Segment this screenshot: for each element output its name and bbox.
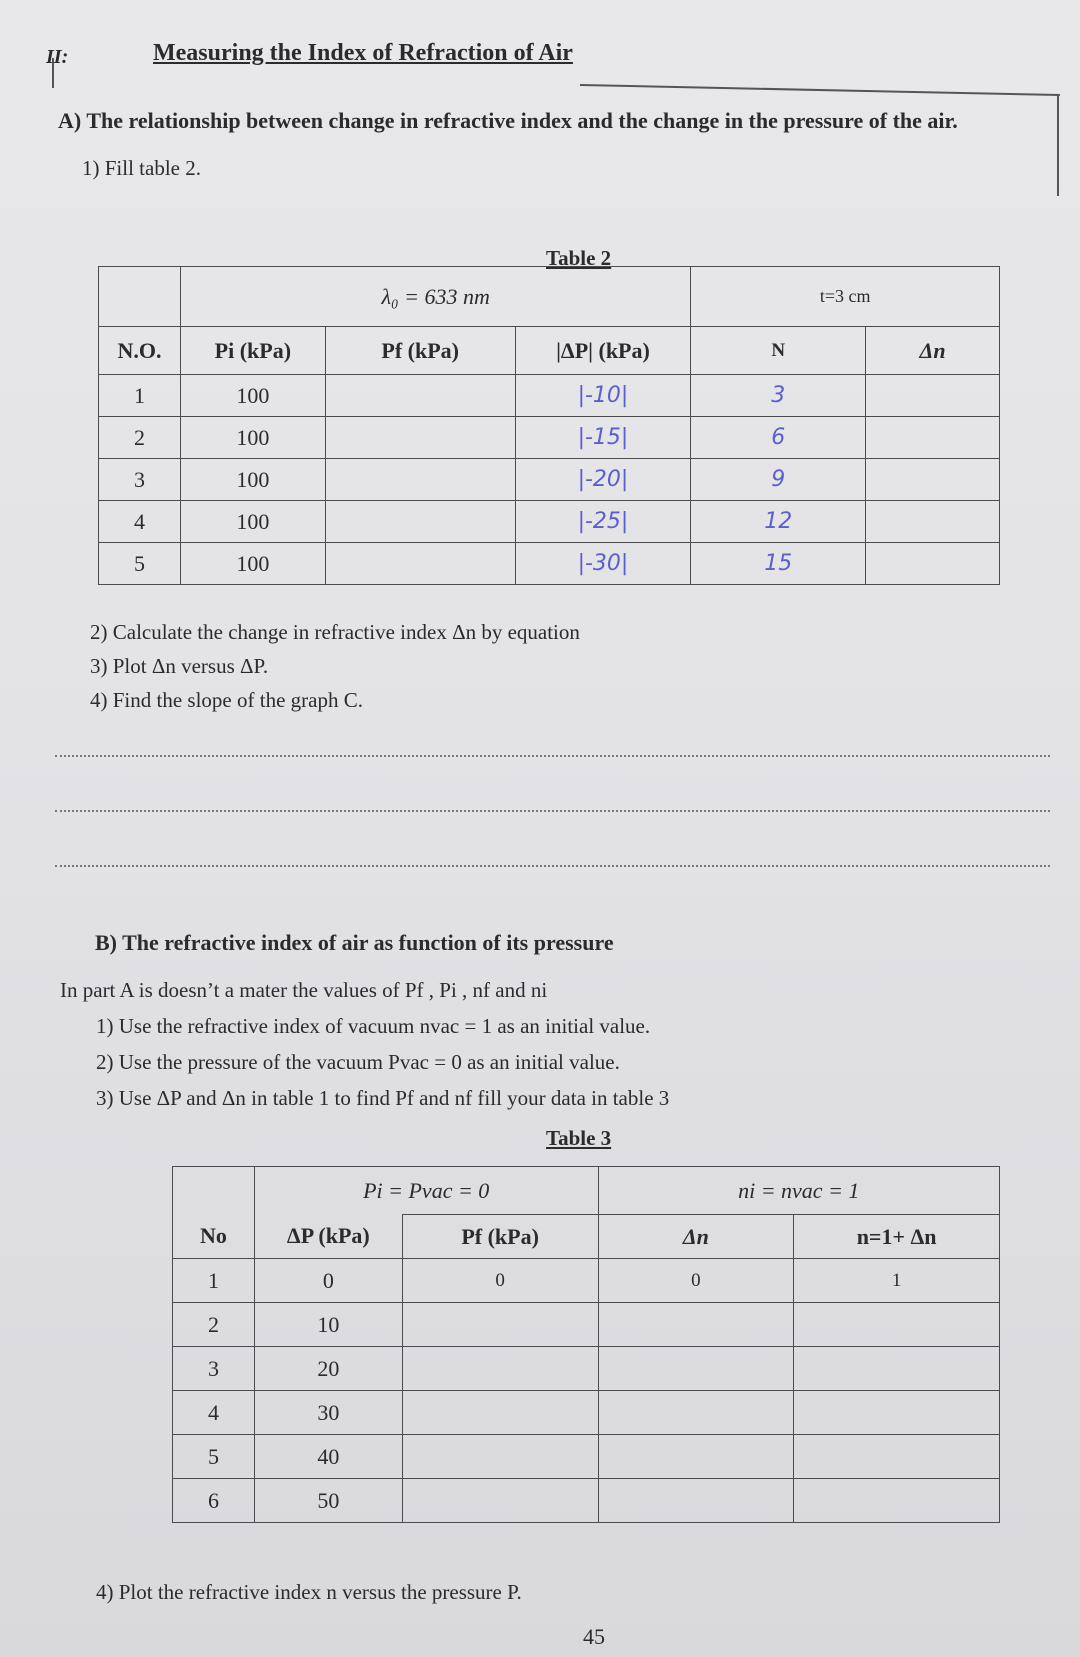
part-b-step-1: 1) Use the refractive index of vacuum nvac = 1 as an initial value.	[96, 1014, 651, 1038]
cell-pf-blank[interactable]	[402, 1479, 598, 1523]
table-row	[99, 375, 1000, 417]
cell-delta-n-blank[interactable]	[598, 1391, 794, 1435]
cell-pf-blank[interactable]	[402, 1435, 598, 1479]
cell-delta-p: 30	[254, 1391, 402, 1435]
cell-no: 4	[173, 1391, 255, 1435]
header-delta-n: Δn	[866, 327, 1000, 375]
cell-n: 3	[691, 375, 866, 417]
part-b-step-2: 2) Use the pressure of the vacuum Pvac = 0 as an initial value.	[96, 1050, 620, 1074]
cell-pi: 100	[180, 543, 325, 585]
table-3-blank-corner	[173, 1167, 255, 1215]
cell-no: 1	[99, 375, 181, 417]
thickness-label: t=3 cm	[691, 267, 1000, 327]
header-n: n=1+ Δn	[794, 1215, 1000, 1259]
cell-n-blank[interactable]	[794, 1347, 1000, 1391]
table-2	[98, 266, 1000, 585]
cell-delta-n-blank[interactable]	[866, 543, 1000, 585]
cell-delta-n: 0	[598, 1259, 794, 1303]
cell-delta-p: 50	[254, 1479, 402, 1523]
cell-delta-n-blank[interactable]	[866, 501, 1000, 543]
cell-delta-n-blank[interactable]	[598, 1347, 794, 1391]
cell-n: 15	[691, 543, 866, 585]
cell-pf-blank[interactable]	[325, 417, 515, 459]
cell-delta-p: |-25|	[515, 501, 691, 543]
table-row	[173, 1347, 1000, 1391]
cell-no: 2	[99, 417, 181, 459]
cell-delta-p: 10	[254, 1303, 402, 1347]
cell-delta-p: |-20|	[515, 459, 691, 501]
cell-n-blank[interactable]	[794, 1435, 1000, 1479]
table-3	[172, 1166, 1000, 1523]
cell-delta-n-blank[interactable]	[598, 1303, 794, 1347]
initial-pressure-label: Pi = Pvac = 0	[254, 1167, 598, 1215]
initial-index-label: ni = nvac = 1	[598, 1167, 999, 1215]
table-row	[99, 459, 1000, 501]
cell-no: 1	[173, 1259, 255, 1303]
table-row	[173, 1259, 1000, 1303]
cell-n: 6	[691, 417, 866, 459]
header-pf: Pf (kPa)	[325, 327, 515, 375]
cell-pf-blank[interactable]	[325, 543, 515, 585]
page-title: Measuring the Index of Refraction of Air	[153, 40, 573, 66]
cell-pf: 0	[402, 1259, 598, 1303]
cell-pi: 100	[180, 375, 325, 417]
section-number: II:	[46, 46, 69, 68]
header-delta-p: ΔP (kPa)	[254, 1215, 402, 1259]
answer-line[interactable]	[55, 810, 1050, 812]
table-2-caption: Table 2	[546, 246, 612, 270]
cell-delta-n-blank[interactable]	[866, 375, 1000, 417]
cell-no: 5	[173, 1435, 255, 1479]
header-no: N.O.	[99, 327, 181, 375]
table-row	[173, 1303, 1000, 1347]
header-pf: Pf (kPa)	[402, 1215, 598, 1259]
cell-delta-n-blank[interactable]	[866, 417, 1000, 459]
cell-no: 3	[99, 459, 181, 501]
cell-n-blank[interactable]	[794, 1303, 1000, 1347]
header-no: No	[173, 1215, 255, 1259]
table-row	[173, 1391, 1000, 1435]
wavelength-label: λ₀ = 633 nm	[180, 267, 690, 327]
cell-delta-p: 0	[254, 1259, 402, 1303]
page-number: 45	[583, 1624, 605, 1649]
table-3-caption: Table 3	[546, 1126, 612, 1150]
cell-delta-n-blank[interactable]	[598, 1479, 794, 1523]
cell-no: 5	[99, 543, 181, 585]
answer-line[interactable]	[55, 865, 1050, 867]
cell-no: 2	[173, 1303, 255, 1347]
part-a-step-3: 3) Plot Δn versus ΔP.	[90, 654, 269, 678]
part-b-step-4: 4) Plot the refractive index n versus the pressure P.	[96, 1580, 522, 1604]
cell-pf-blank[interactable]	[325, 501, 515, 543]
part-a-step-2: 2) Calculate the change in refractive index Δn by equation	[90, 620, 580, 644]
cell-delta-p: 40	[254, 1435, 402, 1479]
table-row	[173, 1435, 1000, 1479]
cell-no: 4	[99, 501, 181, 543]
cell-delta-p: 20	[254, 1347, 402, 1391]
part-a-step-4: 4) Find the slope of the graph C.	[90, 688, 363, 712]
cell-delta-n-blank[interactable]	[598, 1435, 794, 1479]
table-row	[173, 1479, 1000, 1523]
cell-n: 12	[691, 501, 866, 543]
header-n-fringes: N	[691, 327, 866, 375]
part-b-heading: B) The refractive index of air as function of its pressure	[95, 930, 614, 955]
cell-no: 3	[173, 1347, 255, 1391]
cell-pi: 100	[180, 417, 325, 459]
cell-delta-p: |-30|	[515, 543, 691, 585]
cell-pf-blank[interactable]	[325, 375, 515, 417]
cell-delta-p: |-15|	[515, 417, 691, 459]
cell-n: 1	[794, 1259, 1000, 1303]
table-row	[99, 417, 1000, 459]
cell-n-blank[interactable]	[794, 1391, 1000, 1435]
cell-delta-n-blank[interactable]	[866, 459, 1000, 501]
part-a-step-1: 1) Fill table 2.	[82, 156, 201, 180]
header-pi: Pi (kPa)	[180, 327, 325, 375]
part-a-heading: A) The relationship between change in refractive index and the change in the pressure of the air.	[58, 108, 958, 133]
cell-n-blank[interactable]	[794, 1479, 1000, 1523]
part-b-intro: In part A is doesn’t a mater the values of Pf , Pi , nf and ni	[60, 978, 548, 1002]
cell-pf-blank[interactable]	[402, 1391, 598, 1435]
cell-pf-blank[interactable]	[325, 459, 515, 501]
cell-pf-blank[interactable]	[402, 1347, 598, 1391]
table-row	[99, 543, 1000, 585]
cell-pi: 100	[180, 459, 325, 501]
cell-pf-blank[interactable]	[402, 1303, 598, 1347]
cell-n: 9	[691, 459, 866, 501]
table-2-blank-corner	[99, 267, 181, 327]
cell-delta-p: |-10|	[515, 375, 691, 417]
header-delta-n: Δn	[598, 1215, 794, 1259]
cell-pi: 100	[180, 501, 325, 543]
part-b-step-3: 3) Use ΔP and Δn in table 1 to find Pf and nf fill your data in table 3	[96, 1086, 670, 1110]
table-row	[99, 501, 1000, 543]
title-rule	[580, 84, 1060, 96]
border-rule	[1057, 96, 1059, 196]
header-delta-p: |ΔP| (kPa)	[515, 327, 691, 375]
cell-no: 6	[173, 1479, 255, 1523]
answer-line[interactable]	[55, 755, 1050, 757]
